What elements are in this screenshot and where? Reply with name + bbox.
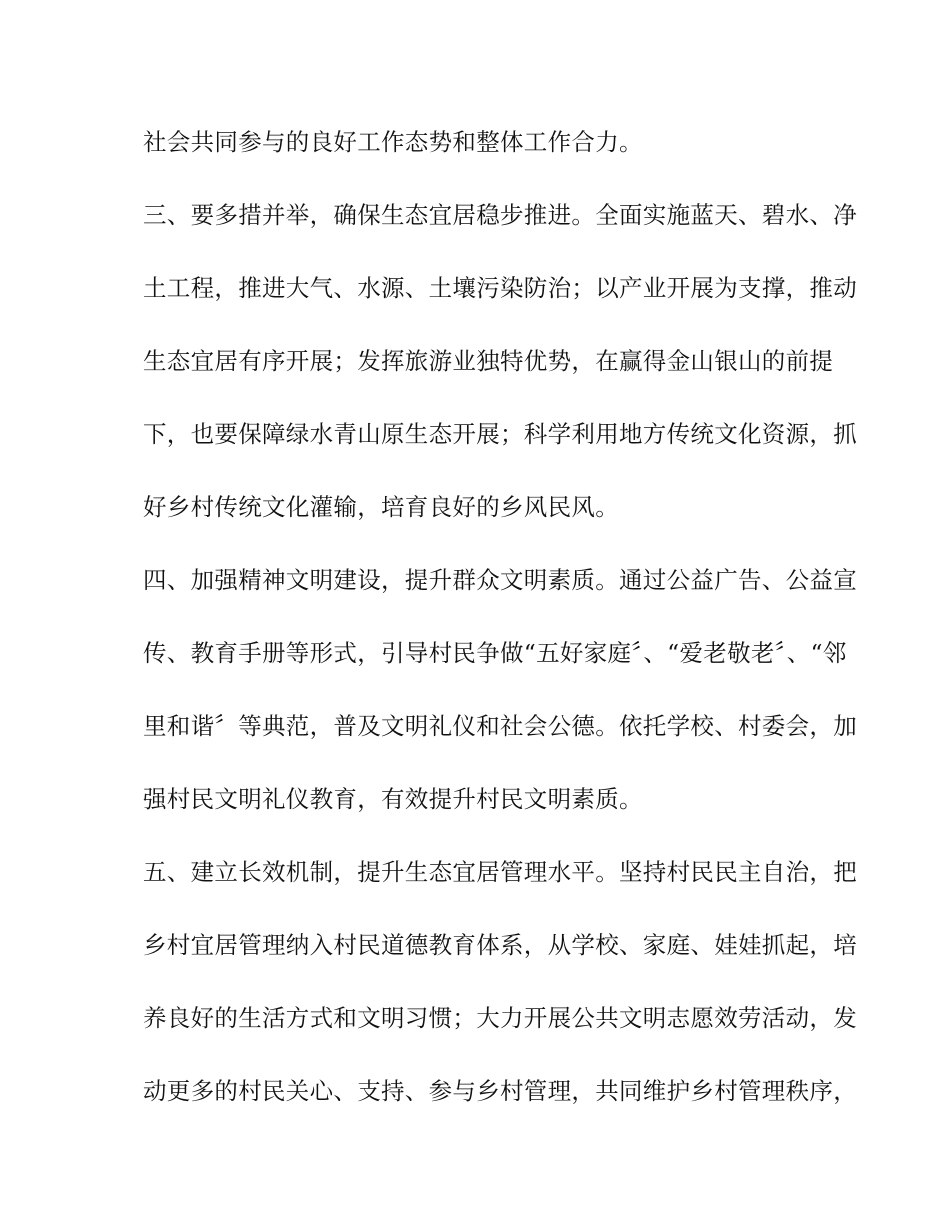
text-line-10: 强村民文明礼仪教育，有效提升村民文明素质。: [143, 785, 643, 813]
text-line-7: 四、加强精神文明建设，提升群众文明素质。通过公益广告、公益宣: [143, 566, 857, 594]
text-line-1: 社会共同参与的良好工作态势和整体工作合力。: [143, 128, 643, 156]
text-line-11: 五、建立长效机制，提升生态宜居管理水平。坚持村民民主自治，把: [143, 858, 857, 886]
text-line-9: 里和谐〞等典范，普及文明礼仪和社会公德。依托学校、村委会，加: [143, 712, 857, 740]
text-line-2: 三、要多措并举，确保生态宜居稳步推进。全面实施蓝天、碧水、净: [143, 201, 857, 229]
text-line-6: 好乡村传统文化灌输，培育良好的乡风民风。: [143, 493, 619, 521]
text-line-3: 土工程，推进大气、水源、土壤污染防治；以产业开展为支撑，推动: [143, 274, 857, 302]
text-line-5: 下，也要保障绿水青山原生态开展；科学利用地方传统文化资源，抓: [143, 420, 857, 448]
text-line-12: 乡村宜居管理纳入村民道德教育体系，从学校、家庭、娃娃抓起，培: [143, 931, 857, 959]
text-line-4: 生态宜居有序开展；发挥旅游业独特优势，在赢得金山银山的前提: [143, 347, 834, 375]
text-line-14: 动更多的村民关心、支持、参与乡村管理，共同维护乡村管理秩序，: [143, 1077, 857, 1105]
text-line-8: 传、教育手册等形式，引导村民争做“五好家庭〞、“爱老敬老〞、“邻: [143, 639, 847, 667]
text-line-13: 养良好的生活方式和文明习惯；大力开展公共文明志愿效劳活动，发: [143, 1004, 857, 1032]
